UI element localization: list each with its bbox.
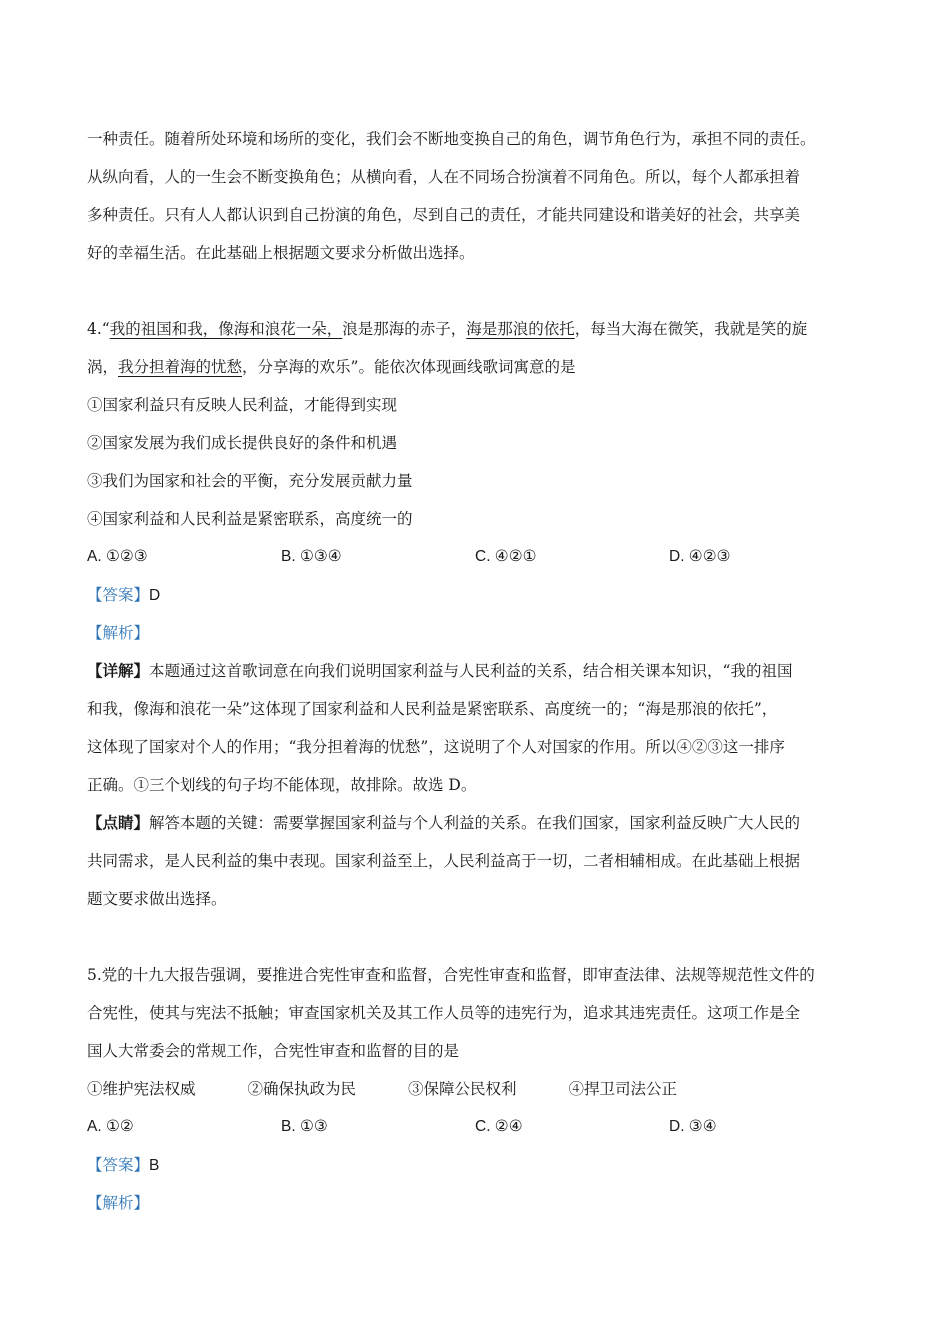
question-stem-line: 涡，我分担着海的忧愁，分享海的欢乐”。能依次体现画线歌词寓意的是 [87, 358, 576, 376]
question-5 [87, 956, 865, 1222]
text-line: 一种责任。随着所处环境和场所的变化，我们会不断地变换自己的角色，调节角色行为，承担不同的责任。 [87, 130, 816, 148]
analysis-heading: 【解析】 [87, 624, 150, 642]
tip-line: 共同需求，是人民利益的集中表现。国家利益至上，人民利益高于一切，二者相辅相成。在此基础上根据 [87, 852, 801, 870]
detail-line: 【详解】本题通过这首歌词意在向我们说明国家利益与人民利益的关系，结合相关课本知识，“我的祖国 [87, 661, 793, 680]
answer-value: D [149, 587, 161, 604]
option-b: B. ①③ [281, 1118, 328, 1135]
tip-line: 【点睛】解答本题的关键：需要掌握国家利益与个人利益的关系。在我们国家，国家利益反映广大人民的 [87, 813, 801, 832]
option-c: C. ②④ [475, 1118, 523, 1135]
question-stem-line: 合宪性，使其与宪法不抵触；审查国家机关及其工作人员等的违宪行为，追求其违宪责任。这项工作是全 [87, 1004, 801, 1022]
answer-options [87, 538, 865, 576]
statement: ①维护宪法权威 [87, 1080, 196, 1098]
detail-line: 这体现了国家对个人的作用；“我分担着海的忧愁”，这说明了个人对国家的作用。所以④②③这一排序 [87, 738, 785, 756]
text-line: 从纵向看，人的一生会不断变换角色；从横向看，人在不同场合扮演着不同角色。所以，每个人都承担着 [87, 168, 801, 186]
text-line: 多种责任。只有人人都认识到自己扮演的角色，尽到自己的责任，才能共同建设和谐美好的社会，共享美 [87, 206, 801, 224]
intro-paragraph [87, 120, 865, 272]
text-line: 好的幸福生活。在此基础上根据题文要求分析做出选择。 [87, 244, 475, 262]
analysis-heading: 【解析】 [87, 1194, 150, 1212]
statement: ①国家利益只有反映人民利益，才能得到实现 [87, 396, 398, 414]
option-a: A. ①②③ [87, 548, 148, 565]
answer-value: B [149, 1157, 160, 1174]
detail-label: 【详解】 [87, 661, 150, 680]
detail-line: 和我，像海和浪花一朵”这体现了国家利益和人民利益是紧密联系、高度统一的；“海是那浪的依托”， [87, 700, 778, 718]
underlined-lyric: 我的祖国和我，像海和浪花一朵， [109, 320, 343, 338]
question-stem-line: 4.“我的祖国和我，像海和浪花一朵，浪是那海的赤子，海是那浪的依托，每当大海在微笑，我就是笑的旋 [87, 320, 808, 338]
underlined-lyric: 海是那浪的依托 [466, 320, 575, 338]
answer-line: 【答案】D [87, 586, 161, 604]
statement: ③保障公民权利 [408, 1080, 517, 1098]
statement: ④捍卫司法公正 [568, 1080, 678, 1098]
answer-line: 【答案】B [87, 1156, 160, 1174]
question-stem-line: 5.党的十九大报告强调，要推进合宪性审查和监督，合宪性审查和监督，即审查法律、法规等规范性文件的 [87, 966, 815, 984]
option-a: A. ①② [87, 1118, 134, 1135]
question-4 [87, 310, 865, 918]
question-stem-line: 国人大常委会的常规工作，合宪性审查和监督的目的是 [87, 1042, 460, 1060]
statement: ④国家利益和人民利益是紧密联系，高度统一的 [87, 510, 413, 528]
option-d: D. ④②③ [669, 548, 731, 565]
statement: ③我们为国家和社会的平衡，充分发展贡献力量 [87, 472, 413, 490]
statement: ②确保执政为民 [247, 1080, 357, 1098]
option-c: C. ④②① [475, 548, 537, 565]
tip-line: 题文要求做出选择。 [87, 890, 227, 908]
option-b: B. ①③④ [281, 548, 342, 565]
tip-label: 【点睛】 [87, 813, 150, 832]
answer-options [87, 1108, 865, 1146]
option-d: D. ③④ [669, 1118, 717, 1135]
document-page [87, 120, 865, 1222]
statement: ②国家发展为我们成长提供良好的条件和机遇 [87, 434, 398, 452]
underlined-lyric: 我分担着海的忧愁 [118, 358, 243, 376]
statement-row [87, 1070, 865, 1108]
detail-line: 正确。①三个划线的句子均不能体现，故排除。故选 D。 [87, 776, 477, 794]
